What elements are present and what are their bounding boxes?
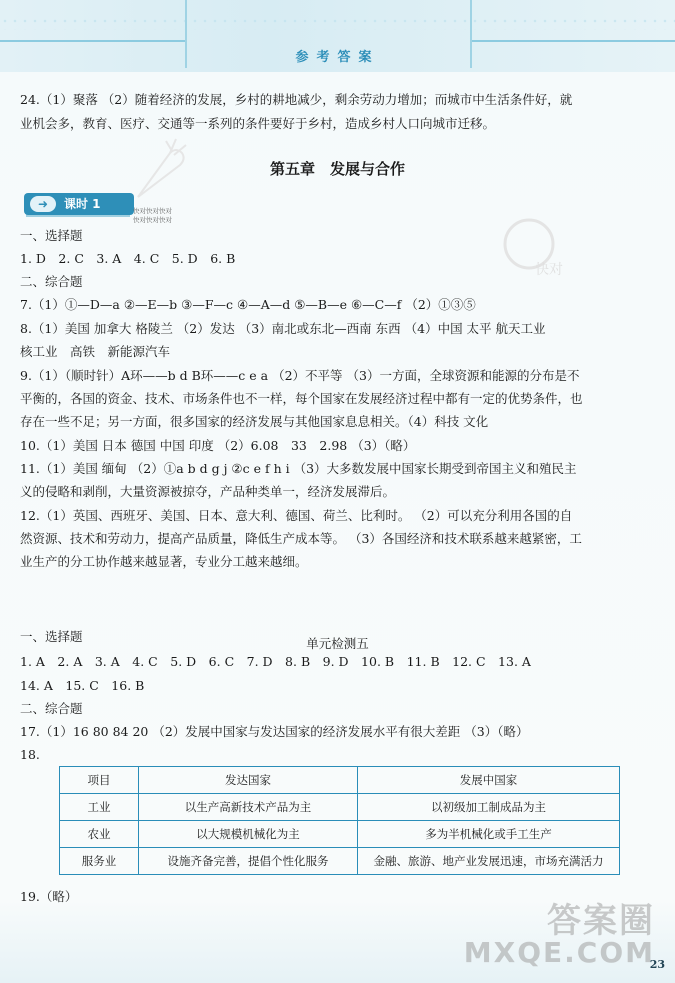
lesson-section-comprehensive: 二、综合题 bbox=[20, 274, 83, 289]
table-header-row bbox=[60, 767, 620, 794]
lesson-q9-line1: 9.（1）（顺时针）A环——b d B环——c e a （2）不平等 （3）一方面，全球资源和能源的分布是不 bbox=[20, 368, 580, 383]
table-header-cell: 发展中国家 bbox=[358, 767, 620, 794]
lesson-q8-line1: 8.（1）美国 加拿大 格陵兰 （2）发达 （3）南北或东北—西南 东西 （4）中国 太平 航天工业 bbox=[20, 321, 546, 336]
table-header-cell: 发达国家 bbox=[139, 767, 358, 794]
lesson-q8-line2: 核工业 高铁 新能源汽车 bbox=[20, 344, 171, 359]
stamp-text: 快对 bbox=[535, 262, 563, 278]
unit-q17: 17.（1）16 80 84 20 （2）发展中国家与发达国家的经济发展水平有很大差距 （3）（略） bbox=[20, 724, 529, 739]
lesson-q12-line3: 业生产的分工协作越来越显著，专业分工越来越细。 bbox=[20, 554, 308, 569]
lesson-q12-line1: 12.（1）英国、西班牙、美国、日本、意大利、德国、荷兰、比利时。 （2）可以充分利用各国的自 bbox=[20, 508, 573, 523]
unit-q18-label: 18. bbox=[20, 747, 40, 762]
header-title: 参考答案 bbox=[295, 50, 380, 65]
lesson-q12-line2: 然资源、技术和劳动力，提高产品质量，降低生产成本等。 （3）各国经济和技术联系越来越紧密，工 bbox=[20, 531, 582, 546]
unit-choice-answers-line2: 14. A 15. C 16. B bbox=[20, 678, 145, 693]
header-line-left bbox=[0, 40, 185, 42]
lesson-q11-line1: 11.（1）美国 缅甸 （2）①a b d g j ②c e f h i （3）大多数发展中国家长期受到帝国主义和殖民主 bbox=[20, 461, 577, 476]
table-header-cell: 项目 bbox=[60, 767, 139, 794]
table-cell: 以大规模机械化为主 bbox=[139, 821, 358, 848]
unit-q19: 19.（略） bbox=[20, 889, 78, 904]
table-row bbox=[60, 821, 620, 848]
watermark-top-text: 答案圈 bbox=[547, 901, 655, 941]
lesson-section-choice: 一、选择题 bbox=[20, 228, 83, 243]
table-cell: 服务业 bbox=[60, 848, 139, 875]
q24-line2: 业机会多，教育、医疗、交通等一系列的条件要好于乡村，造成乡村人口向城市迁移。 bbox=[20, 116, 496, 131]
unit-test-title: 单元检测五 bbox=[306, 636, 369, 651]
page-number: 23 bbox=[649, 958, 665, 971]
site-watermark bbox=[464, 893, 655, 969]
table-row bbox=[60, 794, 620, 821]
table-cell: 以生产高新技术产品为主 bbox=[139, 794, 358, 821]
lesson-note bbox=[133, 207, 172, 225]
table-cell: 金融、旅游、地产业发展迅速，市场充满活力 bbox=[358, 848, 620, 875]
header-line-right bbox=[470, 40, 675, 42]
q24-line1: 24.（1）聚落 （2）随着经济的发展，乡村的耕地减少，剩余劳动力增加；而城市中生活条件好，就 bbox=[20, 92, 573, 107]
unit-section-choice: 一、选择题 bbox=[20, 629, 83, 644]
lesson-note-line2: 快对快对快对 bbox=[133, 216, 172, 224]
comparison-table bbox=[59, 766, 620, 875]
lesson-q10: 10.（1）美国 日本 德国 中国 印度 （2）6.08 33 2.98 （3）（略） bbox=[20, 438, 416, 453]
lesson-q9-line2: 平衡的，各国的资金、技术、市场条件也不一样，每个国家在发展经济过程中都有一定的优势条件，也 bbox=[20, 391, 583, 406]
table-cell: 多为半机械化或手工生产 bbox=[358, 821, 620, 848]
lesson-badge bbox=[24, 193, 134, 215]
lesson-choice-answers: 1. D 2. C 3. A 4. C 5. D 6. B bbox=[20, 251, 236, 266]
kuaidui-stamp-icon bbox=[495, 210, 575, 290]
table-cell: 农业 bbox=[60, 821, 139, 848]
table-cell: 设施齐备完善，提倡个性化服务 bbox=[139, 848, 358, 875]
lesson-badge-label: 课时 1 bbox=[64, 197, 101, 211]
header-dot-pattern bbox=[0, 16, 675, 30]
lesson-q11-line2: 义的侵略和剥削，大量资源被掠夺，产品种类单一，经济发展滞后。 bbox=[20, 484, 396, 499]
unit-choice-answers-line1: 1. A 2. A 3. A 4. C 5. D 6. C 7. D 8. B 9. D 10. B 11. B 12. C 13. A bbox=[20, 654, 531, 669]
table-row bbox=[60, 848, 620, 875]
arrow-right-icon: ➜ bbox=[30, 196, 56, 212]
lesson-note-line1: 快对快对快对 bbox=[133, 207, 172, 215]
lesson-q9-line3: 存在一些不足；另一方面，很多国家的经济发展与其他国家息息相关。（4）科技 文化 bbox=[20, 414, 489, 429]
lesson-q7: 7.（1）①—D—a ②—E—b ③—F—c ④—A—d ⑤—B—e ⑥—C—f （2）①③⑤ bbox=[20, 297, 476, 312]
unit-section-comprehensive: 二、综合题 bbox=[20, 701, 83, 716]
table-cell: 工业 bbox=[60, 794, 139, 821]
table-cell: 以初级加工制成品为主 bbox=[358, 794, 620, 821]
chapter-title: 第五章 发展与合作 bbox=[269, 160, 405, 178]
watermark-bottom-text: MXQE.COM bbox=[463, 936, 655, 969]
